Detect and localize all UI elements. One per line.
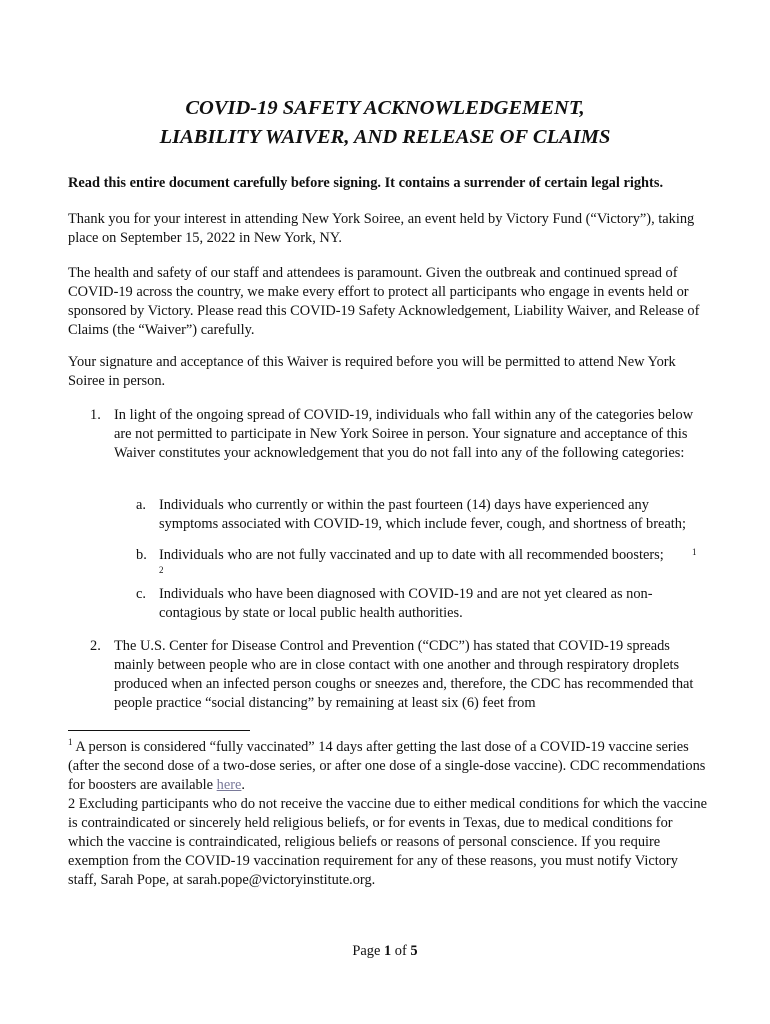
list-item-number: 1. — [90, 407, 101, 423]
total-pages: 5 — [410, 943, 418, 959]
signature-requirement-paragraph: Your signature and acceptance of this Waiver is required before you will be permitted to attend New York Soiree in person. — [68, 354, 676, 389]
intro-paragraph: Thank you for your interest in attending New York Soiree, an event held by Victory Fund (“Victory”), taking place on September 15, 2022 in New York, NY. — [68, 211, 695, 246]
sub-item-label: b. — [136, 547, 147, 563]
list-item-number: 2. — [90, 638, 101, 654]
footnote-1-end: . — [241, 777, 246, 793]
page-of: of — [394, 943, 407, 959]
sub-item-text: Individuals who are not fully vaccinated and up to date with all recommended boosters; — [159, 547, 664, 563]
list-item-text: In light of the ongoing spread of COVID-19, individuals who fall within any of the categories below are not permitted to participate in New York Soiree in person. Your signature and acceptance of this Waiver constitutes your acknowledgement that you do not fall into any of the following categories: — [114, 407, 694, 461]
footnote-ref-1: 1 — [692, 547, 697, 557]
safety-paragraph: The health and safety of our staff and attendees is paramount. Given the outbreak and continued spread of COVID-19 across the country, we make every effort to protect all participants who engage in events held or sponsored by Victory. Please read this COVID-19 Safety Acknowledgement, Liability Waiver, and Release of Claims (the “Waiver”) carefully. — [68, 265, 700, 338]
boosters-link[interactable]: here — [216, 777, 242, 793]
page-number — [0, 943, 770, 960]
list-item-text: The U.S. Center for Disease Control and Prevention (“CDC”) has stated that COVID-19 spreads mainly between people who are in close contact with one another and through respiratory droplets produced when an infected person coughs or sneezes and, therefore, the CDC has recommended that people practice “social distancing” by remaining at least six (6) feet from — [114, 638, 694, 711]
page-title — [60, 94, 710, 152]
sub-item-label: a. — [136, 497, 146, 513]
footnote-1-text: A person is considered “fully vaccinated” 14 days after getting the last dose of a COVID-19 vaccine series (after the second dose of a two-dose series, or after one dose of a single-dose vaccine). CDC recommendations for boosters are available — [68, 739, 706, 793]
footnote-1-marker: 1 — [68, 737, 73, 748]
footnote-1 — [68, 738, 708, 795]
footnote-ref-2: 2 — [159, 565, 164, 575]
footnote-2: 2 Excluding participants who do not receive the vaccine due to either medical conditions for which the vaccine is contraindicated or sincerely held religious beliefs, or for events in Texas, due to medical conditions for which the vaccine is contraindicated, religious beliefs or reasons of personal conscience. If you require exemption from the COVID-19 vaccination requirement for any of these reasons, you must notify Victory staff, Sarah Pope, at sarah.pope@victoryinstitute.org. — [68, 796, 707, 888]
sub-item-text: Individuals who currently or within the past fourteen (14) days have experienced any symptoms associated with COVID-19, which include fever, cough, and shortness of breath; — [159, 497, 686, 532]
title-line-2: LIABILITY WAIVER, AND RELEASE OF CLAIMS — [159, 126, 611, 148]
footnote-divider — [68, 730, 250, 731]
sub-item-text: Individuals who have been diagnosed with COVID-19 and are not yet cleared as non-contagious by state or local public health authorities. — [159, 586, 653, 621]
current-page: 1 — [383, 943, 392, 959]
sub-item-label: c. — [136, 586, 146, 602]
legal-notice: Read this entire document carefully before signing. It contains a surrender of certain legal rights. — [68, 175, 664, 191]
page-prefix: Page — [352, 943, 381, 959]
title-line-1: COVID-19 SAFETY ACKNOWLEDGEMENT, — [185, 97, 585, 119]
